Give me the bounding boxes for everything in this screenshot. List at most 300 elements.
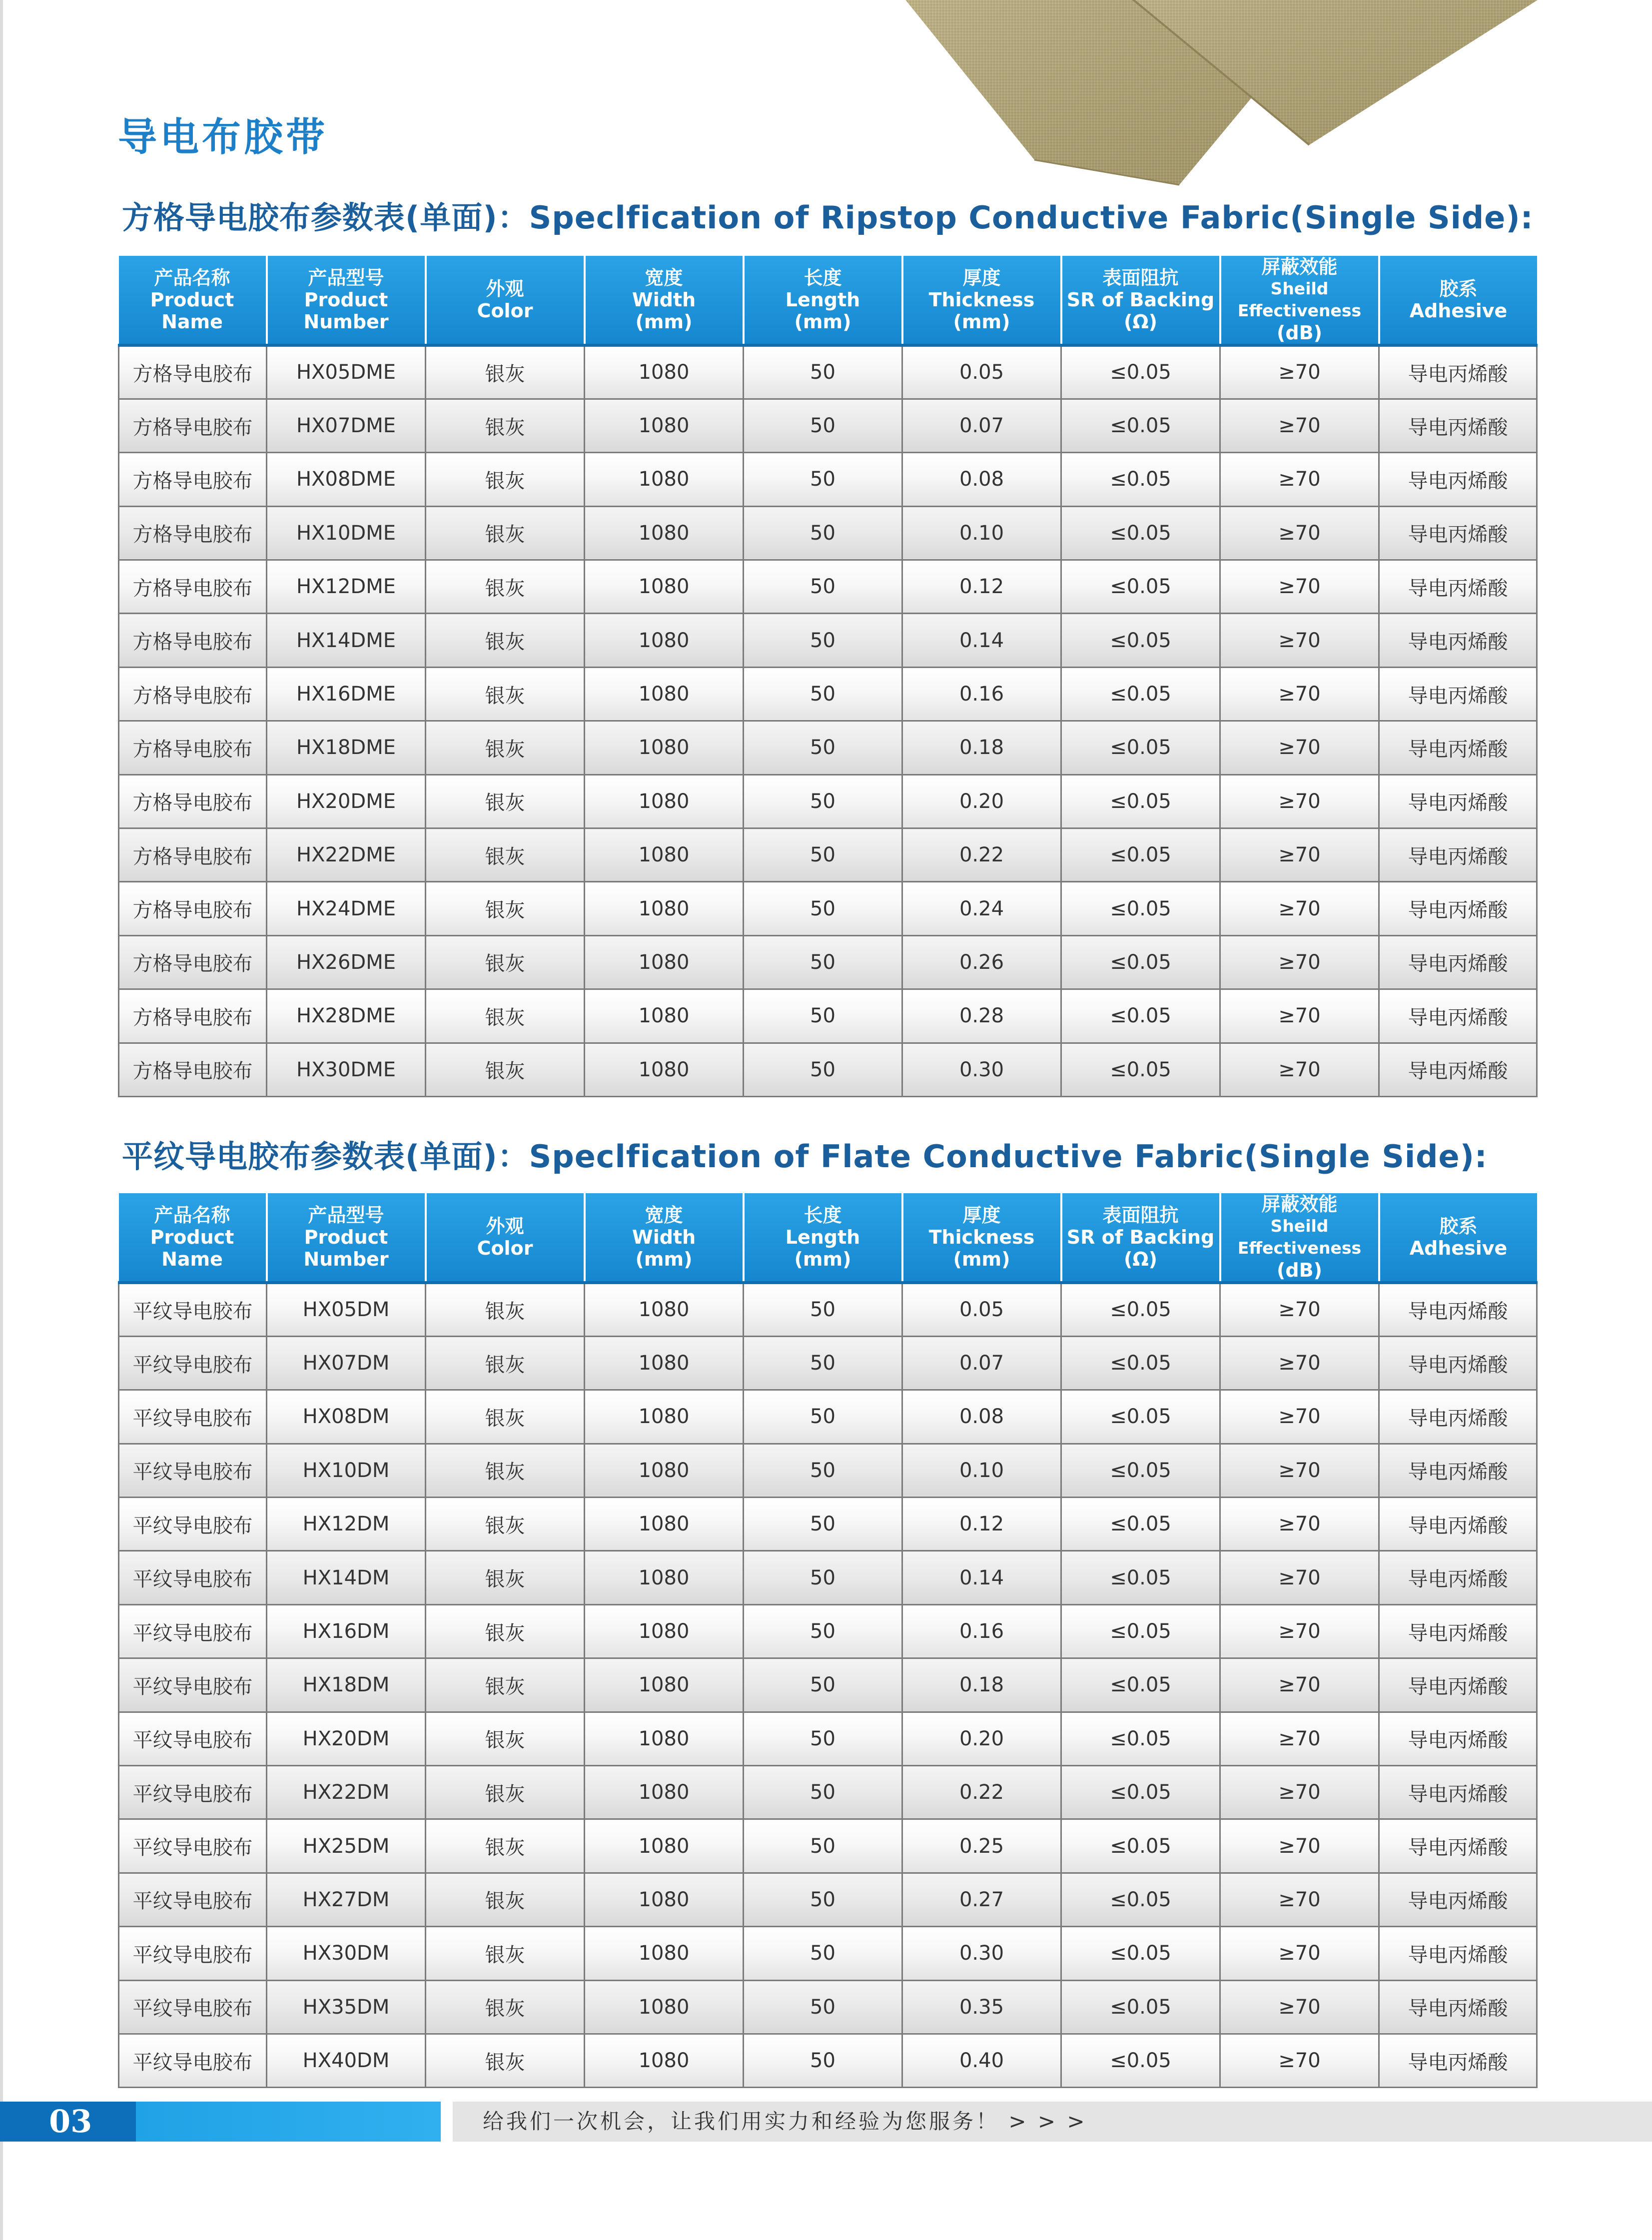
table-cell: 50 <box>744 1390 902 1444</box>
table-cell: 方格导电胶布 <box>119 989 267 1043</box>
header-en-label: Length <box>785 289 860 311</box>
table-cell: ≤0.05 <box>1061 1658 1220 1712</box>
table-cell: ≤0.05 <box>1061 721 1220 774</box>
table-cell: HX05DM <box>267 1283 426 1336</box>
table-cell: ≤0.05 <box>1061 1283 1220 1336</box>
header-en-label: SR of Backing <box>1066 1226 1215 1248</box>
table-cell: 50 <box>744 1551 902 1604</box>
table-row <box>119 882 1537 935</box>
table-cell: ≤0.05 <box>1061 882 1220 935</box>
table-cell: 导电丙烯酸 <box>1379 667 1537 721</box>
table-cell: ≥70 <box>1220 1927 1379 1980</box>
table-cell: HX10DME <box>267 506 426 560</box>
table-row <box>119 1283 1537 1336</box>
table-cell: HX22DM <box>267 1766 426 1819</box>
header-en-label: Adhesive <box>1409 1237 1508 1259</box>
table-cell: HX08DME <box>267 453 426 506</box>
header-cn-label: 产品型号 <box>308 267 384 289</box>
table-header-row <box>119 256 1537 345</box>
column-header <box>585 256 744 345</box>
table-cell: HX22DME <box>267 828 426 882</box>
table-cell: ≤0.05 <box>1061 345 1220 399</box>
table-cell: 50 <box>744 1927 902 1980</box>
table-cell: ≤0.05 <box>1061 1336 1220 1390</box>
table-cell: 1080 <box>585 399 744 452</box>
table-cell: ≤0.05 <box>1061 1551 1220 1604</box>
table-cell: HX16DME <box>267 667 426 721</box>
table-cell: 50 <box>744 774 902 828</box>
table-cell: 导电丙烯酸 <box>1379 560 1537 614</box>
table-cell: 1080 <box>585 667 744 721</box>
table-cell: HX30DME <box>267 1043 426 1096</box>
header-cn-label: 长度 <box>804 267 842 289</box>
table-cell: 导电丙烯酸 <box>1379 614 1537 667</box>
table-cell: 银灰 <box>426 1604 585 1658</box>
table-cell: ≤0.05 <box>1061 506 1220 560</box>
table-cell: 0.40 <box>902 2034 1061 2087</box>
table-cell: ≤0.05 <box>1061 453 1220 506</box>
table-cell: 0.18 <box>902 1658 1061 1712</box>
flat-section-title: 平纹导电胶布参数表(单面)：Speclfication of Flate Conductive Fabric(Single Side): <box>122 1138 1488 1175</box>
table-cell: 银灰 <box>426 882 585 935</box>
header-en-label: Adhesive <box>1409 300 1508 322</box>
table-cell: 50 <box>744 560 902 614</box>
table-row <box>119 1444 1537 1497</box>
table-cell: 0.10 <box>902 506 1061 560</box>
table-cell: ≤0.05 <box>1061 935 1220 989</box>
table-cell: 银灰 <box>426 2034 585 2087</box>
table-cell: 银灰 <box>426 828 585 882</box>
table-cell: 导电丙烯酸 <box>1379 1873 1537 1926</box>
table-cell: 1080 <box>585 774 744 828</box>
table-cell: ≤0.05 <box>1061 1980 1220 2034</box>
table-cell: 50 <box>744 506 902 560</box>
table-cell: ≥70 <box>1220 1604 1379 1658</box>
header-cn-label: 外观 <box>486 1215 524 1237</box>
table-cell: HX05DME <box>267 345 426 399</box>
table-cell: 50 <box>744 1712 902 1765</box>
table-cell: ≥70 <box>1220 1336 1379 1390</box>
column-header <box>119 1193 267 1283</box>
table-cell: ≥70 <box>1220 935 1379 989</box>
table-cell: 1080 <box>585 1551 744 1604</box>
table-cell: 方格导电胶布 <box>119 882 267 935</box>
table-cell: 导电丙烯酸 <box>1379 828 1537 882</box>
table-cell: 0.12 <box>902 560 1061 614</box>
table-cell: HX14DM <box>267 1551 426 1604</box>
table-cell: 方格导电胶布 <box>119 667 267 721</box>
header-cn-label: 产品型号 <box>308 1204 384 1226</box>
table-row <box>119 1712 1537 1765</box>
table-cell: 0.12 <box>902 1497 1061 1551</box>
header-unit-label: (mm) <box>794 1248 851 1270</box>
header-unit-label: (dB) <box>1277 1259 1322 1281</box>
table-cell: 方格导电胶布 <box>119 345 267 399</box>
table-cell: 导电丙烯酸 <box>1379 506 1537 560</box>
page-title: 导电布胶带 <box>118 115 328 160</box>
table-cell: ≤0.05 <box>1061 614 1220 667</box>
header-en-label: Product Number <box>303 1226 389 1270</box>
table-cell: 平纹导电胶布 <box>119 1390 267 1444</box>
table-row <box>119 1658 1537 1712</box>
table-cell: 银灰 <box>426 1873 585 1926</box>
table-cell: 50 <box>744 1283 902 1336</box>
table-cell: HX18DM <box>267 1658 426 1712</box>
table-cell: ≤0.05 <box>1061 1927 1220 1980</box>
table-cell: 导电丙烯酸 <box>1379 1766 1537 1819</box>
footer-blue-bar <box>136 2102 441 2142</box>
table-cell: 0.24 <box>902 882 1061 935</box>
table-cell: 银灰 <box>426 1497 585 1551</box>
table-cell: 0.14 <box>902 1551 1061 1604</box>
table-row <box>119 1819 1537 1873</box>
table-cell: 银灰 <box>426 1658 585 1712</box>
table-cell: 银灰 <box>426 345 585 399</box>
table-cell: 50 <box>744 2034 902 2087</box>
table-cell: 导电丙烯酸 <box>1379 399 1537 452</box>
table-row <box>119 935 1537 989</box>
table-cell: 导电丙烯酸 <box>1379 1043 1537 1096</box>
table-cell: ≥70 <box>1220 828 1379 882</box>
table-cell: 1080 <box>585 1336 744 1390</box>
table-cell: ≥70 <box>1220 774 1379 828</box>
table-cell: 银灰 <box>426 935 585 989</box>
table-row <box>119 614 1537 667</box>
table-cell: 1080 <box>585 1980 744 2034</box>
table-cell: 1080 <box>585 1283 744 1336</box>
table-cell: 导电丙烯酸 <box>1379 721 1537 774</box>
table-cell: 1080 <box>585 2034 744 2087</box>
table-cell: HX30DM <box>267 1927 426 1980</box>
table-cell: 1080 <box>585 1497 744 1551</box>
table-cell: 方格导电胶布 <box>119 506 267 560</box>
table-cell: ≤0.05 <box>1061 667 1220 721</box>
column-header <box>119 256 267 345</box>
table-cell: ≤0.05 <box>1061 774 1220 828</box>
table-cell: HX14DME <box>267 614 426 667</box>
table-cell: 方格导电胶布 <box>119 560 267 614</box>
table-cell: 50 <box>744 399 902 452</box>
table-cell: 平纹导电胶布 <box>119 1819 267 1873</box>
header-unit-label: (mm) <box>953 311 1010 333</box>
table-cell: ≤0.05 <box>1061 399 1220 452</box>
table-row <box>119 399 1537 452</box>
table-row <box>119 1980 1537 2034</box>
table-row <box>119 560 1537 614</box>
header-en-label: Sheild Effectiveness <box>1237 1216 1362 1258</box>
table-cell: 1080 <box>585 1927 744 1980</box>
header-cn-label: 表面阻抗 <box>1102 1204 1179 1226</box>
table-cell: ≥70 <box>1220 1551 1379 1604</box>
table-row <box>119 345 1537 399</box>
table-cell: ≤0.05 <box>1061 1444 1220 1497</box>
fabric-sample-image <box>849 0 1599 190</box>
table-cell: 导电丙烯酸 <box>1379 1604 1537 1658</box>
table-cell: ≤0.05 <box>1061 560 1220 614</box>
table-cell: 导电丙烯酸 <box>1379 2034 1537 2087</box>
table-cell: 1080 <box>585 1604 744 1658</box>
header-en-label: Thickness <box>928 1226 1035 1248</box>
table-cell: 50 <box>744 453 902 506</box>
table-cell: 1080 <box>585 1658 744 1712</box>
table-row <box>119 453 1537 506</box>
column-header <box>744 1193 902 1283</box>
header-en-label: Width <box>632 289 696 311</box>
header-unit-label: (mm) <box>794 311 851 333</box>
table-cell: ≥70 <box>1220 1980 1379 2034</box>
table-cell: 导电丙烯酸 <box>1379 1283 1537 1336</box>
table-cell: 0.18 <box>902 721 1061 774</box>
table-cell: HX25DM <box>267 1819 426 1873</box>
header-cn-label: 外观 <box>486 278 524 300</box>
table-row <box>119 1604 1537 1658</box>
table-cell: 50 <box>744 1980 902 2034</box>
table-cell: 1080 <box>585 345 744 399</box>
column-header <box>1220 1193 1379 1283</box>
table-cell: HX40DM <box>267 2034 426 2087</box>
flat-spec-table <box>118 1193 1538 2088</box>
table-cell: ≤0.05 <box>1061 1873 1220 1926</box>
table-cell: ≥70 <box>1220 345 1379 399</box>
table-cell: 银灰 <box>426 667 585 721</box>
table-cell: HX20DME <box>267 774 426 828</box>
table-cell: 50 <box>744 1766 902 1819</box>
table-cell: 导电丙烯酸 <box>1379 1390 1537 1444</box>
table-row <box>119 1766 1537 1819</box>
table-cell: 平纹导电胶布 <box>119 1551 267 1604</box>
table-cell: HX28DME <box>267 989 426 1043</box>
table-cell: 导电丙烯酸 <box>1379 1819 1537 1873</box>
column-header <box>902 256 1061 345</box>
table-cell: 方格导电胶布 <box>119 721 267 774</box>
table-cell: 0.08 <box>902 1390 1061 1444</box>
table-cell: ≥70 <box>1220 1712 1379 1765</box>
table-cell: 1080 <box>585 614 744 667</box>
table-cell: 50 <box>744 1336 902 1390</box>
table-cell: ≤0.05 <box>1061 1712 1220 1765</box>
table-cell: 1080 <box>585 989 744 1043</box>
header-en-label: Sheild Effectiveness <box>1237 279 1362 320</box>
footer-slogan: 给我们一次机会，让我们用实力和经验为您服务！ > > > <box>483 2109 1087 2134</box>
table-row <box>119 721 1537 774</box>
table-cell: 导电丙烯酸 <box>1379 774 1537 828</box>
table-cell: 银灰 <box>426 774 585 828</box>
table-cell: 1080 <box>585 1043 744 1096</box>
table-cell: 导电丙烯酸 <box>1379 345 1537 399</box>
table-cell: ≤0.05 <box>1061 989 1220 1043</box>
column-header <box>426 256 585 345</box>
table-cell: ≥70 <box>1220 989 1379 1043</box>
table-cell: ≥70 <box>1220 399 1379 452</box>
header-unit-label: (mm) <box>953 1248 1010 1270</box>
table-cell: 导电丙烯酸 <box>1379 1336 1537 1390</box>
table-cell: ≥70 <box>1220 1766 1379 1819</box>
table-cell: 银灰 <box>426 1980 585 2034</box>
table-cell: 银灰 <box>426 1551 585 1604</box>
table-cell: 方格导电胶布 <box>119 935 267 989</box>
header-cn-label: 长度 <box>804 1204 842 1226</box>
table-row <box>119 774 1537 828</box>
table-cell: ≥70 <box>1220 2034 1379 2087</box>
table-cell: 导电丙烯酸 <box>1379 1712 1537 1765</box>
table-cell: 1080 <box>585 453 744 506</box>
table-cell: 平纹导电胶布 <box>119 1444 267 1497</box>
table-cell: 0.22 <box>902 1766 1061 1819</box>
table-cell: 银灰 <box>426 721 585 774</box>
table-cell: ≥70 <box>1220 1043 1379 1096</box>
table-cell: 50 <box>744 989 902 1043</box>
table-cell: 1080 <box>585 1390 744 1444</box>
header-cn-label: 厚度 <box>962 267 1001 289</box>
table-cell: 银灰 <box>426 399 585 452</box>
table-cell: HX18DME <box>267 721 426 774</box>
table-cell: HX12DME <box>267 560 426 614</box>
table-cell: 导电丙烯酸 <box>1379 1444 1537 1497</box>
table-cell: 银灰 <box>426 1283 585 1336</box>
header-en-label: Product Number <box>303 289 389 333</box>
table-cell: HX20DM <box>267 1712 426 1765</box>
header-en-label: SR of Backing <box>1066 289 1215 311</box>
table-cell: 50 <box>744 882 902 935</box>
header-en-label: Product Name <box>150 289 234 333</box>
header-unit-label: (Ω) <box>1123 311 1158 333</box>
header-cn-label: 表面阻抗 <box>1102 267 1179 289</box>
table-cell: 1080 <box>585 1766 744 1819</box>
table-cell: 银灰 <box>426 1927 585 1980</box>
table-cell: 0.16 <box>902 667 1061 721</box>
table-cell: 50 <box>744 935 902 989</box>
table-cell: ≤0.05 <box>1061 828 1220 882</box>
table-cell: ≤0.05 <box>1061 1497 1220 1551</box>
table-cell: 导电丙烯酸 <box>1379 1927 1537 1980</box>
table-cell: 方格导电胶布 <box>119 828 267 882</box>
table-cell: 平纹导电胶布 <box>119 2034 267 2087</box>
table-cell: ≤0.05 <box>1061 1043 1220 1096</box>
table-cell: ≤0.05 <box>1061 1604 1220 1658</box>
table-cell: 银灰 <box>426 506 585 560</box>
table-cell: 50 <box>744 1497 902 1551</box>
table-cell: 导电丙烯酸 <box>1379 935 1537 989</box>
table-cell: 1080 <box>585 506 744 560</box>
table-cell: 1080 <box>585 882 744 935</box>
table-cell: 平纹导电胶布 <box>119 1658 267 1712</box>
table-cell: 0.05 <box>902 1283 1061 1336</box>
table-cell: 0.27 <box>902 1873 1061 1926</box>
table-cell: 50 <box>744 1604 902 1658</box>
table-cell: ≥70 <box>1220 721 1379 774</box>
header-cn-label: 厚度 <box>962 1204 1001 1226</box>
header-en-label: Product Name <box>150 1226 234 1270</box>
header-cn-label: 屏蔽效能 <box>1261 1193 1338 1215</box>
table-cell: ≥70 <box>1220 1444 1379 1497</box>
table-cell: ≤0.05 <box>1061 1819 1220 1873</box>
table-cell: 0.10 <box>902 1444 1061 1497</box>
table-cell: 1080 <box>585 721 744 774</box>
header-cn-label: 屏蔽效能 <box>1261 256 1338 278</box>
table-cell: 50 <box>744 1658 902 1712</box>
table-cell: 导电丙烯酸 <box>1379 882 1537 935</box>
table-cell: 方格导电胶布 <box>119 399 267 452</box>
table-cell: HX07DME <box>267 399 426 452</box>
table-cell: 1080 <box>585 828 744 882</box>
table-cell: 方格导电胶布 <box>119 1043 267 1096</box>
table-cell: 0.35 <box>902 1980 1061 2034</box>
table-cell: 平纹导电胶布 <box>119 1336 267 1390</box>
table-row <box>119 1873 1537 1926</box>
table-cell: ≥70 <box>1220 1497 1379 1551</box>
ripstop-spec-table <box>118 256 1538 1097</box>
table-cell: 导电丙烯酸 <box>1379 1497 1537 1551</box>
table-cell: 50 <box>744 345 902 399</box>
table-cell: 平纹导电胶布 <box>119 1980 267 2034</box>
table-cell: HX16DM <box>267 1604 426 1658</box>
table-cell: ≥70 <box>1220 1390 1379 1444</box>
column-header <box>426 1193 585 1283</box>
table-cell: 0.20 <box>902 1712 1061 1765</box>
column-header <box>744 256 902 345</box>
table-cell: 银灰 <box>426 1390 585 1444</box>
table-cell: 银灰 <box>426 614 585 667</box>
table-cell: 银灰 <box>426 1712 585 1765</box>
table-cell: 50 <box>744 667 902 721</box>
table-cell: 0.28 <box>902 989 1061 1043</box>
table-cell: 0.14 <box>902 614 1061 667</box>
table-cell: ≥70 <box>1220 1873 1379 1926</box>
table-cell: 平纹导电胶布 <box>119 1497 267 1551</box>
table-cell: 导电丙烯酸 <box>1379 1551 1537 1604</box>
table-cell: ≤0.05 <box>1061 1766 1220 1819</box>
header-cn-label: 宽度 <box>645 1204 683 1226</box>
header-cn-label: 产品名称 <box>154 267 230 289</box>
header-en-label: Length <box>785 1226 860 1248</box>
table-cell: ≥70 <box>1220 1658 1379 1712</box>
column-header <box>267 1193 426 1283</box>
table-cell: ≤0.05 <box>1061 2034 1220 2087</box>
table-row <box>119 1927 1537 1980</box>
header-en-label: Color <box>477 1237 533 1259</box>
table-row <box>119 1497 1537 1551</box>
table-cell: 1080 <box>585 935 744 989</box>
table-cell: ≤0.05 <box>1061 1390 1220 1444</box>
table-cell: 0.16 <box>902 1604 1061 1658</box>
table-cell: 平纹导电胶布 <box>119 1604 267 1658</box>
table-cell: 50 <box>744 1444 902 1497</box>
table-cell: 银灰 <box>426 989 585 1043</box>
header-unit-label: (dB) <box>1277 322 1322 344</box>
table-cell: 1080 <box>585 1444 744 1497</box>
header-cn-label: 胶系 <box>1439 1215 1478 1237</box>
table-cell: HX08DM <box>267 1390 426 1444</box>
table-cell: 0.20 <box>902 774 1061 828</box>
table-cell: 0.30 <box>902 1043 1061 1096</box>
header-cn-label: 宽度 <box>645 267 683 289</box>
table-cell: 导电丙烯酸 <box>1379 1658 1537 1712</box>
table-cell: ≥70 <box>1220 1819 1379 1873</box>
table-header-row <box>119 1193 1537 1283</box>
column-header <box>902 1193 1061 1283</box>
column-header <box>1061 256 1220 345</box>
table-row <box>119 1390 1537 1444</box>
table-row <box>119 667 1537 721</box>
column-header <box>1379 256 1537 345</box>
table-cell: ≥70 <box>1220 506 1379 560</box>
header-en-label: Width <box>632 1226 696 1248</box>
table-cell: 银灰 <box>426 1444 585 1497</box>
table-cell: 50 <box>744 828 902 882</box>
table-cell: 银灰 <box>426 453 585 506</box>
table-cell: 方格导电胶布 <box>119 453 267 506</box>
table-cell: 导电丙烯酸 <box>1379 453 1537 506</box>
